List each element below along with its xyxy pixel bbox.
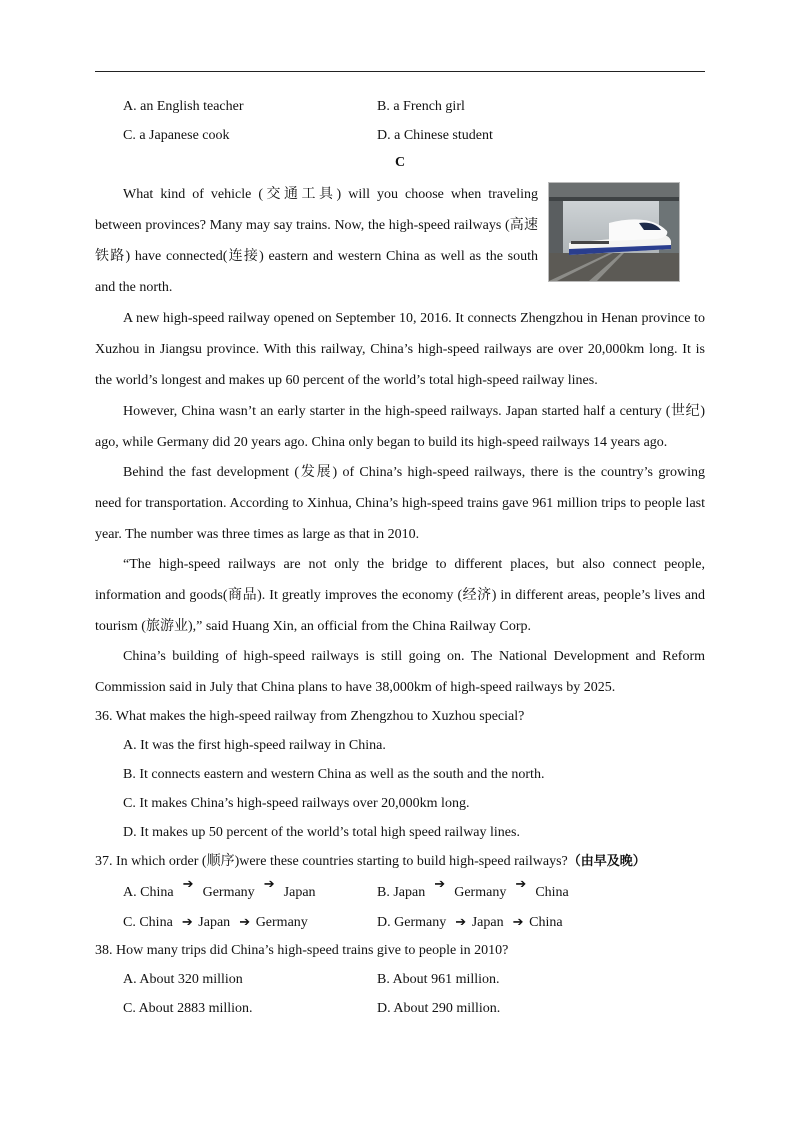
q38-option-c: C. About 2883 million. (123, 1001, 253, 1016)
q37-b-item-3: China (535, 885, 569, 900)
paragraph-6-text: China’s building of high-speed railways is still going on. The National Development and Reform Commission said in July that China plans to have 38,000km of high-speed railways by 2025. (95, 649, 705, 695)
q38-option-a: A. About 320 million (123, 972, 243, 987)
q37-option-d (377, 913, 563, 932)
passage-paragraph-2 (95, 303, 705, 396)
passage-paragraph-1 (95, 179, 538, 303)
q37-c-item-2: Japan (198, 915, 231, 930)
arrow-right-icon: ➔ (455, 914, 467, 929)
arrow-right-icon: ➔ (182, 876, 194, 891)
q37-d-item-2: Japan (471, 915, 504, 930)
q37-option-b (377, 876, 569, 902)
arrow-right-icon: ➔ (239, 914, 251, 929)
q37-c-item-3: Germany (255, 915, 308, 930)
arrow-right-icon: ➔ (434, 876, 446, 891)
paragraph-2-text: A new high-speed railway opened on September 10, 2016. It connects Zhengzhou in Henan province to Xuzhou in Jiangsu province. With this railway, China’s high-speed railways are over 20,000km long. It is the world’s longest and makes up 60 percent of the world’s total high-speed railway lines. (95, 311, 705, 388)
q38-option-d: D. About 290 million. (377, 1001, 501, 1016)
prev-option-c: C. a Japanese cook (123, 128, 230, 143)
passage-paragraph-4 (95, 457, 705, 550)
arrow-right-icon: ➔ (181, 914, 193, 929)
q36-option-c: C. It makes China’s high-speed railways over 20,000km long. (123, 796, 470, 811)
q36-option-a: A. It was the first high-speed railway in China. (123, 738, 386, 753)
q36-stem: 36. What makes the high-speed railway from Zhengzhou to Xuzhou special? (95, 709, 525, 724)
passage-paragraph-5 (95, 549, 705, 642)
passage-paragraph-6 (95, 641, 705, 703)
q37-option-a (123, 876, 316, 902)
q37-a-item-2: Germany (202, 885, 255, 900)
q37-c-label: C. (123, 915, 136, 930)
q38-stem: 38. How many trips did China’s high-speed trains give to people in 2010? (95, 943, 509, 958)
q37-d-label: D. (377, 915, 391, 930)
arrow-right-icon: ➔ (263, 876, 275, 891)
arrow-right-icon: ➔ (515, 876, 527, 891)
q37-stem-line (95, 853, 646, 871)
q36-option-b: B. It connects eastern and western China as well as the south and the north. (123, 767, 545, 782)
q37-a-item-1: China (140, 885, 174, 900)
q37-b-item-2: Germany (454, 885, 507, 900)
q37-d-item-3: China (529, 915, 563, 930)
q37-b-label: B. (377, 885, 390, 900)
prev-option-b: B. a French girl (377, 99, 465, 114)
paragraph-4-text: Behind the fast development (发展) of China’s high-speed railways, there is the country’s growing need for transportation. According to Xinhua, China’s high-speed trains gave 961 million trips to people last year. The number was three times as large as that in 2010. (95, 465, 705, 542)
paragraph-3-text: However, China wasn’t an early starter in the high-speed railways. Japan started half a century (世纪) ago, while Germany did 20 years ago. China only began to build its high-speed railways 14 years ago. (95, 404, 705, 450)
section-label: C (395, 155, 406, 170)
arrow-right-icon: ➔ (512, 914, 524, 929)
q37-option-c (123, 913, 308, 932)
q37-c-item-1: China (139, 915, 173, 930)
paragraph-5-text: “The high-speed railways are not only the bridge to different places, but also connect people, information and goods(商品). It greatly improves the economy (经济) in different areas, people’s lives and tourism (旅游业),” said Huang Xin, an official from the China Railway Corp. (95, 557, 705, 634)
q36-option-d: D. It makes up 50 percent of the world’s total high speed railway lines. (123, 825, 520, 840)
prev-option-d: D. a Chinese student (377, 128, 493, 143)
prev-option-a: A. an English teacher (123, 99, 244, 114)
q37-d-item-1: Germany (394, 915, 447, 930)
q37-a-label: A. (123, 885, 137, 900)
q37-stem: 37. In which order (顺序)were these countries starting to build high-speed railways? (95, 854, 568, 869)
q37-note: （由早及晚） (567, 854, 646, 869)
q37-b-item-1: Japan (393, 885, 426, 900)
bullet-train-photo (548, 182, 680, 282)
q38-option-b: B. About 961 million. (377, 972, 500, 987)
passage-paragraph-3 (95, 396, 705, 458)
q37-a-item-3: Japan (283, 885, 316, 900)
paragraph-1-text: What kind of vehicle (交通工具) will you choose when traveling between provinces? Many may say trains. Now, the high-speed railways (高速铁路) have connected(连接) eastern and western China as well as the south and the north. (95, 187, 538, 295)
header-rule (95, 71, 705, 72)
